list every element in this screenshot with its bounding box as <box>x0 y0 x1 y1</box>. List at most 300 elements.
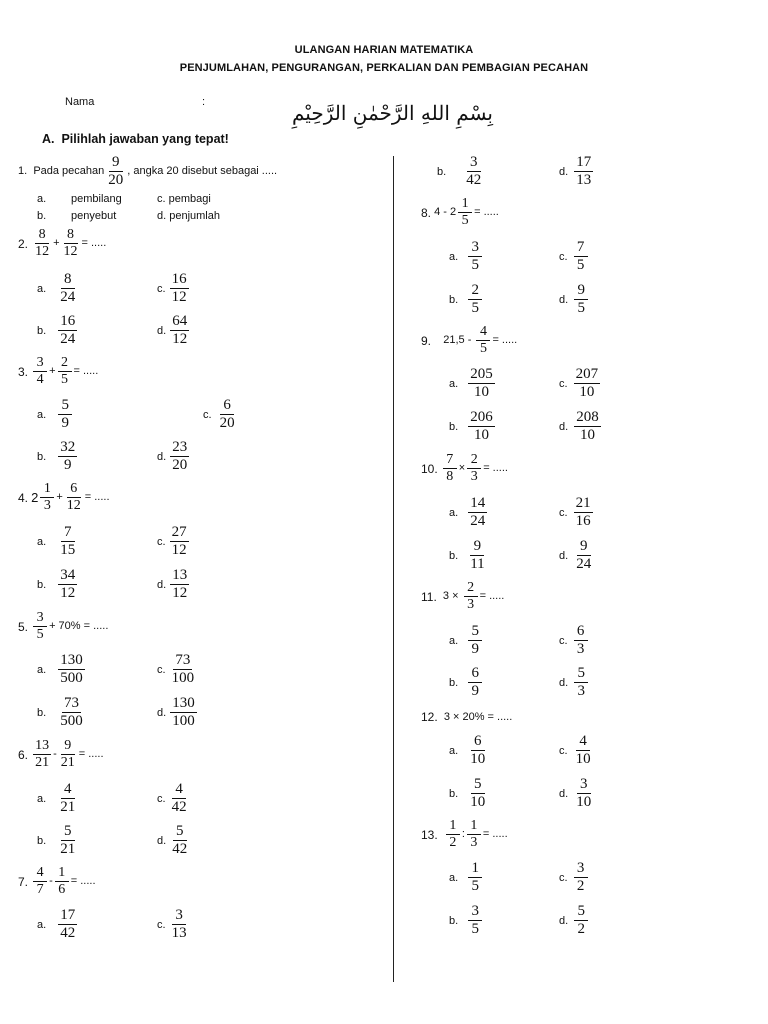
option-c[interactable] <box>559 367 602 400</box>
option-b[interactable] <box>449 904 484 937</box>
option-b[interactable] <box>37 696 87 729</box>
option-a[interactable] <box>449 496 489 529</box>
question-part: 4 - 2 <box>434 206 457 218</box>
question-part: - <box>53 748 57 760</box>
option-letter: d. <box>157 578 167 591</box>
option-d[interactable] <box>559 666 590 699</box>
fraction <box>574 539 593 572</box>
option-a[interactable] <box>37 908 79 941</box>
question-part: 6. <box>18 747 29 762</box>
question-part: 13. <box>421 827 438 842</box>
fraction-denominator: 5 <box>479 341 487 356</box>
question-part: - <box>49 875 53 887</box>
fraction <box>62 228 80 259</box>
question-part: 9. <box>421 333 432 348</box>
question-number: 1. <box>18 165 28 177</box>
fraction-denominator: 5 <box>471 921 479 937</box>
fraction <box>574 155 593 188</box>
option-letter: a. <box>37 193 47 205</box>
option-letter: b. <box>37 578 47 591</box>
option-c[interactable] <box>203 398 239 431</box>
question-part: = ..... <box>84 491 110 503</box>
fraction-numerator: 3 <box>468 904 482 921</box>
fraction-denominator: 21 <box>35 755 50 770</box>
question-11 <box>421 581 504 612</box>
fraction-numerator: 6 <box>574 624 588 641</box>
option-b[interactable] <box>449 539 489 572</box>
fraction-numerator: 3 <box>577 777 591 794</box>
question-part: + <box>49 365 56 377</box>
option-a[interactable] <box>449 624 484 657</box>
fraction-numerator: 32 <box>60 439 76 455</box>
question-text: Pada pecahan <box>33 165 105 177</box>
option-letter: a. <box>37 918 47 931</box>
fraction-numerator: 73 <box>63 695 79 711</box>
fraction <box>170 653 197 686</box>
fraction-numerator: 27 <box>171 524 187 540</box>
option-c[interactable] <box>157 525 191 558</box>
fraction-denominator: 8 <box>446 469 454 484</box>
option-text: pembilang <box>71 193 122 205</box>
option-letter: b. <box>437 165 447 178</box>
fraction-denominator: 10 <box>575 751 591 767</box>
option-a[interactable] <box>37 525 79 558</box>
fraction-numerator: 13 <box>35 738 50 753</box>
option-letter: d. <box>559 549 569 562</box>
fraction <box>59 739 77 770</box>
question-part: 2 <box>31 490 39 505</box>
option-letter: a. <box>37 663 47 676</box>
option-a[interactable] <box>449 240 484 273</box>
section-heading <box>42 132 229 146</box>
question-part: = ..... <box>81 237 107 249</box>
fraction-denominator: 500 <box>60 713 83 729</box>
fraction-numerator: 5 <box>173 824 187 841</box>
option-letter: b. <box>37 834 47 847</box>
fraction-denominator: 10 <box>576 794 592 810</box>
option-letter: a. <box>37 535 47 548</box>
fraction-denominator: 7 <box>36 882 44 897</box>
fraction-denominator: 10 <box>579 384 595 400</box>
option-letter: c. <box>559 744 568 757</box>
fraction-denominator: 12 <box>172 331 188 347</box>
option-c[interactable] <box>559 861 590 894</box>
option-c[interactable] <box>157 193 211 205</box>
option-letter: c. <box>203 408 212 421</box>
option-letter: b. <box>37 324 47 337</box>
fraction-denominator: 10 <box>470 794 486 810</box>
fraction <box>458 197 472 228</box>
question-part: 5. <box>18 619 29 634</box>
question-part: = ..... <box>479 590 505 602</box>
option-c[interactable] <box>559 496 595 529</box>
option-letter: d. <box>157 706 167 719</box>
fraction <box>464 581 478 612</box>
question-3 <box>18 356 98 387</box>
fraction-denominator: 13 <box>171 925 187 941</box>
option-letter: c. <box>157 663 166 676</box>
question-part: = ..... <box>492 334 518 346</box>
fraction-denominator: 2 <box>577 921 585 937</box>
question-text: , angka 20 disebut sebagai ..... <box>127 165 278 177</box>
option-letter: d. <box>157 834 167 847</box>
option-b[interactable] <box>37 314 79 347</box>
option-letter: a. <box>449 250 459 263</box>
option-letter: d. <box>559 165 569 178</box>
fraction-numerator: 205 <box>470 366 493 382</box>
option-letter: c. <box>157 792 166 805</box>
option-d[interactable] <box>157 314 191 347</box>
fraction-numerator: 23 <box>172 439 188 455</box>
column-divider <box>393 156 394 982</box>
fraction-numerator: 16 <box>171 271 187 287</box>
fraction-numerator: 4 <box>33 866 47 882</box>
fraction-numerator: 1 <box>55 866 69 882</box>
fraction-numerator: 206 <box>470 409 493 425</box>
section-label: A. <box>42 132 55 146</box>
fraction-denominator: 12 <box>60 585 76 601</box>
fraction-numerator: 4 <box>61 782 75 799</box>
question-part: 2. <box>18 236 29 251</box>
option-d[interactable] <box>157 568 191 601</box>
fraction-numerator: 1 <box>468 861 482 878</box>
question-part: 10. <box>421 461 438 476</box>
option-a[interactable] <box>37 782 79 815</box>
fraction-numerator: 9 <box>574 283 588 300</box>
option-text: penyebut <box>71 210 117 222</box>
option-a[interactable] <box>449 734 489 767</box>
fraction <box>170 696 197 729</box>
fraction-denominator: 10 <box>579 427 595 443</box>
fraction <box>574 240 588 273</box>
option-b[interactable] <box>37 210 116 222</box>
fraction <box>468 410 495 443</box>
fraction-denominator: 3 <box>470 835 478 850</box>
fraction <box>58 272 77 305</box>
option-d[interactable] <box>157 440 191 473</box>
option-letter: b. <box>37 210 47 222</box>
fraction-denominator: 3 <box>467 597 475 612</box>
fraction-denominator: 12 <box>66 498 81 513</box>
option-b[interactable] <box>449 777 489 810</box>
fraction <box>574 666 588 699</box>
fraction-denominator: 42 <box>171 799 187 815</box>
fraction-numerator: 5 <box>61 824 75 841</box>
fraction <box>468 283 482 316</box>
question-part: + <box>53 237 60 249</box>
option-c[interactable] <box>559 734 595 767</box>
question-part: 11. <box>421 589 437 604</box>
fraction-denominator: 9 <box>471 641 479 657</box>
fraction <box>55 866 69 897</box>
fraction <box>170 908 189 941</box>
fraction <box>65 482 83 513</box>
fraction <box>33 228 51 259</box>
question-part: 21,5 - <box>443 334 472 346</box>
fraction <box>58 824 77 857</box>
fraction-denominator: 6 <box>58 882 66 897</box>
fraction-numerator: 9 <box>577 539 591 556</box>
fraction-denominator: 5 <box>61 372 69 387</box>
option-d[interactable] <box>559 904 590 937</box>
question-part: × <box>458 462 466 474</box>
option-c[interactable] <box>157 653 198 686</box>
question-part: = ..... <box>70 875 96 887</box>
fraction <box>170 525 189 558</box>
option-d[interactable] <box>559 539 595 572</box>
fraction-numerator: 5 <box>58 398 72 415</box>
fraction-numerator: 7 <box>574 240 588 257</box>
fraction <box>468 734 487 767</box>
fraction <box>468 496 487 529</box>
fraction-denominator: 21 <box>60 841 76 857</box>
option-b[interactable] <box>37 440 79 473</box>
question-2 <box>18 228 106 259</box>
fraction-denominator: 20 <box>219 415 235 431</box>
fraction <box>574 624 588 657</box>
fraction-numerator: 9 <box>470 539 484 556</box>
fraction-denominator: 21 <box>60 799 76 815</box>
fraction <box>33 739 51 770</box>
option-d[interactable] <box>157 696 199 729</box>
fraction-denominator: 2 <box>449 835 457 850</box>
option-letter: d. <box>559 914 569 927</box>
option-letter: b. <box>449 549 459 562</box>
fraction-denominator: 9 <box>471 683 479 699</box>
fraction <box>58 356 72 387</box>
question-part: 4. <box>18 490 29 505</box>
option-letter: d. <box>157 324 167 337</box>
fraction-denominator: 42 <box>466 172 482 188</box>
fraction <box>446 819 460 850</box>
fraction-denominator: 3 <box>576 641 585 657</box>
question-part: + 70% = ..... <box>49 620 109 632</box>
option-letter: b. <box>449 914 459 927</box>
option-d[interactable] <box>559 410 603 443</box>
fraction-denominator: 5 <box>576 257 585 273</box>
basmala-text: بِسْمِ اللهِ الرَّحْمٰنِ الرَّحِيْمِ <box>291 101 493 125</box>
fraction-numerator: 3 <box>172 908 186 925</box>
option-letter: b. <box>449 420 459 433</box>
fraction-denominator: 100 <box>172 713 195 729</box>
fraction-numerator: 34 <box>60 567 76 583</box>
fraction-numerator: 130 <box>172 695 195 711</box>
fraction-numerator: 7 <box>443 453 457 469</box>
question-part: 8. <box>421 205 432 220</box>
option-letter: c. <box>559 634 568 647</box>
fraction <box>574 904 588 937</box>
fraction-numerator: 4 <box>172 782 186 799</box>
fraction-numerator: 208 <box>576 409 599 425</box>
option-d[interactable] <box>559 155 595 188</box>
fraction <box>33 356 47 387</box>
question-5 <box>18 611 108 642</box>
option-letter: d. <box>559 293 569 306</box>
option-d[interactable] <box>559 283 590 316</box>
fraction <box>464 155 483 188</box>
question-part: = ..... <box>73 365 99 377</box>
fraction-denominator: 11 <box>470 556 485 572</box>
fraction <box>170 824 189 857</box>
question-4 <box>18 482 110 513</box>
fraction-denominator: 5 <box>577 300 585 316</box>
fraction-numerator: 1 <box>40 482 54 498</box>
fraction <box>58 440 77 473</box>
fraction-numerator: 7 <box>61 525 75 542</box>
fraction-numerator: 73 <box>175 652 191 668</box>
fraction <box>574 777 593 810</box>
fraction-numerator: 6 <box>220 398 234 415</box>
option-letter: a. <box>37 282 47 295</box>
fraction-denominator: 10 <box>473 384 489 400</box>
fraction <box>467 819 481 850</box>
fraction <box>218 398 237 431</box>
option-a[interactable] <box>37 653 87 686</box>
option-letter: a. <box>449 377 459 390</box>
fraction <box>574 734 593 767</box>
fraction-denominator: 12 <box>172 585 188 601</box>
fraction-denominator: 20 <box>108 172 124 188</box>
option-letter: d. <box>157 450 167 463</box>
fraction-denominator: 21 <box>60 755 75 770</box>
fraction <box>574 283 588 316</box>
fraction <box>468 624 482 657</box>
option-letter: a. <box>37 792 47 805</box>
fraction <box>58 696 85 729</box>
option-c[interactable] <box>559 240 590 273</box>
fraction <box>468 240 482 273</box>
question-12 <box>421 711 512 723</box>
fraction-numerator: 2 <box>467 453 481 469</box>
fraction <box>574 410 601 443</box>
option-letter: c. <box>559 506 568 519</box>
fraction-denominator: 12 <box>63 244 78 259</box>
fraction-numerator: 14 <box>470 495 486 511</box>
option-d[interactable] <box>559 777 595 810</box>
fraction-numerator: 2 <box>464 581 478 597</box>
fraction-numerator: 3 <box>33 611 47 627</box>
option-c[interactable] <box>157 272 191 305</box>
fraction-denominator: 500 <box>60 670 83 686</box>
option-b[interactable] <box>449 666 484 699</box>
fraction-denominator: 42 <box>60 925 76 941</box>
fraction-numerator: 5 <box>468 624 482 641</box>
option-letter: c. <box>559 871 568 884</box>
option-a[interactable] <box>37 398 74 431</box>
fraction <box>33 611 47 642</box>
fraction-denominator: 24 <box>470 513 486 529</box>
fraction <box>574 367 601 400</box>
option-b[interactable] <box>37 824 79 857</box>
fraction-numerator: 3 <box>467 155 481 172</box>
option-letter: c. <box>157 918 166 931</box>
fraction-denominator: 2 <box>576 878 585 894</box>
question-7 <box>18 866 96 897</box>
question-part: = ..... <box>483 462 508 474</box>
fraction-numerator: 1 <box>446 819 460 835</box>
fraction <box>443 453 457 484</box>
option-a[interactable] <box>449 861 484 894</box>
fraction-denominator: 24 <box>60 331 76 347</box>
question-6 <box>18 739 104 770</box>
option-letter: b. <box>37 706 47 719</box>
option-c[interactable] <box>157 782 191 815</box>
fraction-denominator: 4 <box>36 372 44 387</box>
fraction <box>170 314 189 347</box>
fraction-denominator: 10 <box>470 751 486 767</box>
fraction-numerator: 6 <box>468 666 482 683</box>
option-b[interactable] <box>449 410 497 443</box>
option-letter: a. <box>449 634 459 647</box>
fraction-denominator: 100 <box>171 670 195 686</box>
fraction-numerator: 2 <box>58 356 72 372</box>
option-letter: b. <box>449 676 459 689</box>
option-a[interactable] <box>37 193 122 205</box>
question-part: = ..... <box>482 828 508 840</box>
option-b[interactable] <box>449 283 484 316</box>
option-c[interactable] <box>559 624 590 657</box>
fraction-denominator: 5 <box>471 878 479 894</box>
fraction-numerator: 13 <box>172 567 188 583</box>
fraction-denominator: 5 <box>471 300 479 316</box>
fraction <box>58 782 77 815</box>
fraction-numerator: 17 <box>60 907 76 923</box>
option-a[interactable] <box>37 272 79 305</box>
fraction-denominator: 20 <box>172 457 188 473</box>
question-part: 7. <box>18 874 29 889</box>
option-letter: b. <box>37 450 47 463</box>
fraction <box>58 908 77 941</box>
fraction-denominator: 10 <box>473 427 489 443</box>
page-title: ULANGAN HARIAN MATEMATIKA <box>294 44 474 56</box>
question-8 <box>421 197 499 228</box>
question-part: + <box>56 491 63 503</box>
question-1 <box>18 155 277 188</box>
option-letter: d. <box>559 676 569 689</box>
fraction <box>468 904 482 937</box>
option-text: c. pembagi <box>157 193 211 205</box>
option-letter: c. <box>157 535 166 548</box>
fraction-numerator: 17 <box>576 154 592 170</box>
option-a[interactable] <box>449 367 497 400</box>
fraction <box>170 440 189 473</box>
option-b[interactable] <box>437 155 485 188</box>
fraction-numerator: 5 <box>574 904 588 921</box>
option-letter: c. <box>559 250 568 263</box>
option-d[interactable] <box>157 824 191 857</box>
fraction <box>58 568 77 601</box>
fraction-numerator: 8 <box>64 228 78 244</box>
question-part: 12. <box>421 710 438 724</box>
option-letter: a. <box>449 506 459 519</box>
option-d[interactable] <box>157 210 220 222</box>
fraction-numerator: 16 <box>60 313 76 329</box>
fraction-numerator: 3 <box>33 356 47 372</box>
page-subtitle: PENJUMLAHAN, PENGURANGAN, PERKALIAN DAN PEMBAGIAN PECAHAN <box>179 62 589 74</box>
question-part: 3 × 20% = ..... <box>443 710 513 723</box>
option-b[interactable] <box>37 568 79 601</box>
fraction-denominator: 12 <box>35 244 50 259</box>
fraction <box>574 861 588 894</box>
fraction <box>467 453 481 484</box>
fraction-denominator: 5 <box>461 213 469 228</box>
question-part: 3. <box>18 364 29 379</box>
option-c[interactable] <box>157 908 191 941</box>
fraction-denominator: 3 <box>577 683 585 699</box>
fraction <box>468 367 495 400</box>
nama-colon: : <box>202 96 206 108</box>
question-part: = ..... <box>474 206 499 218</box>
